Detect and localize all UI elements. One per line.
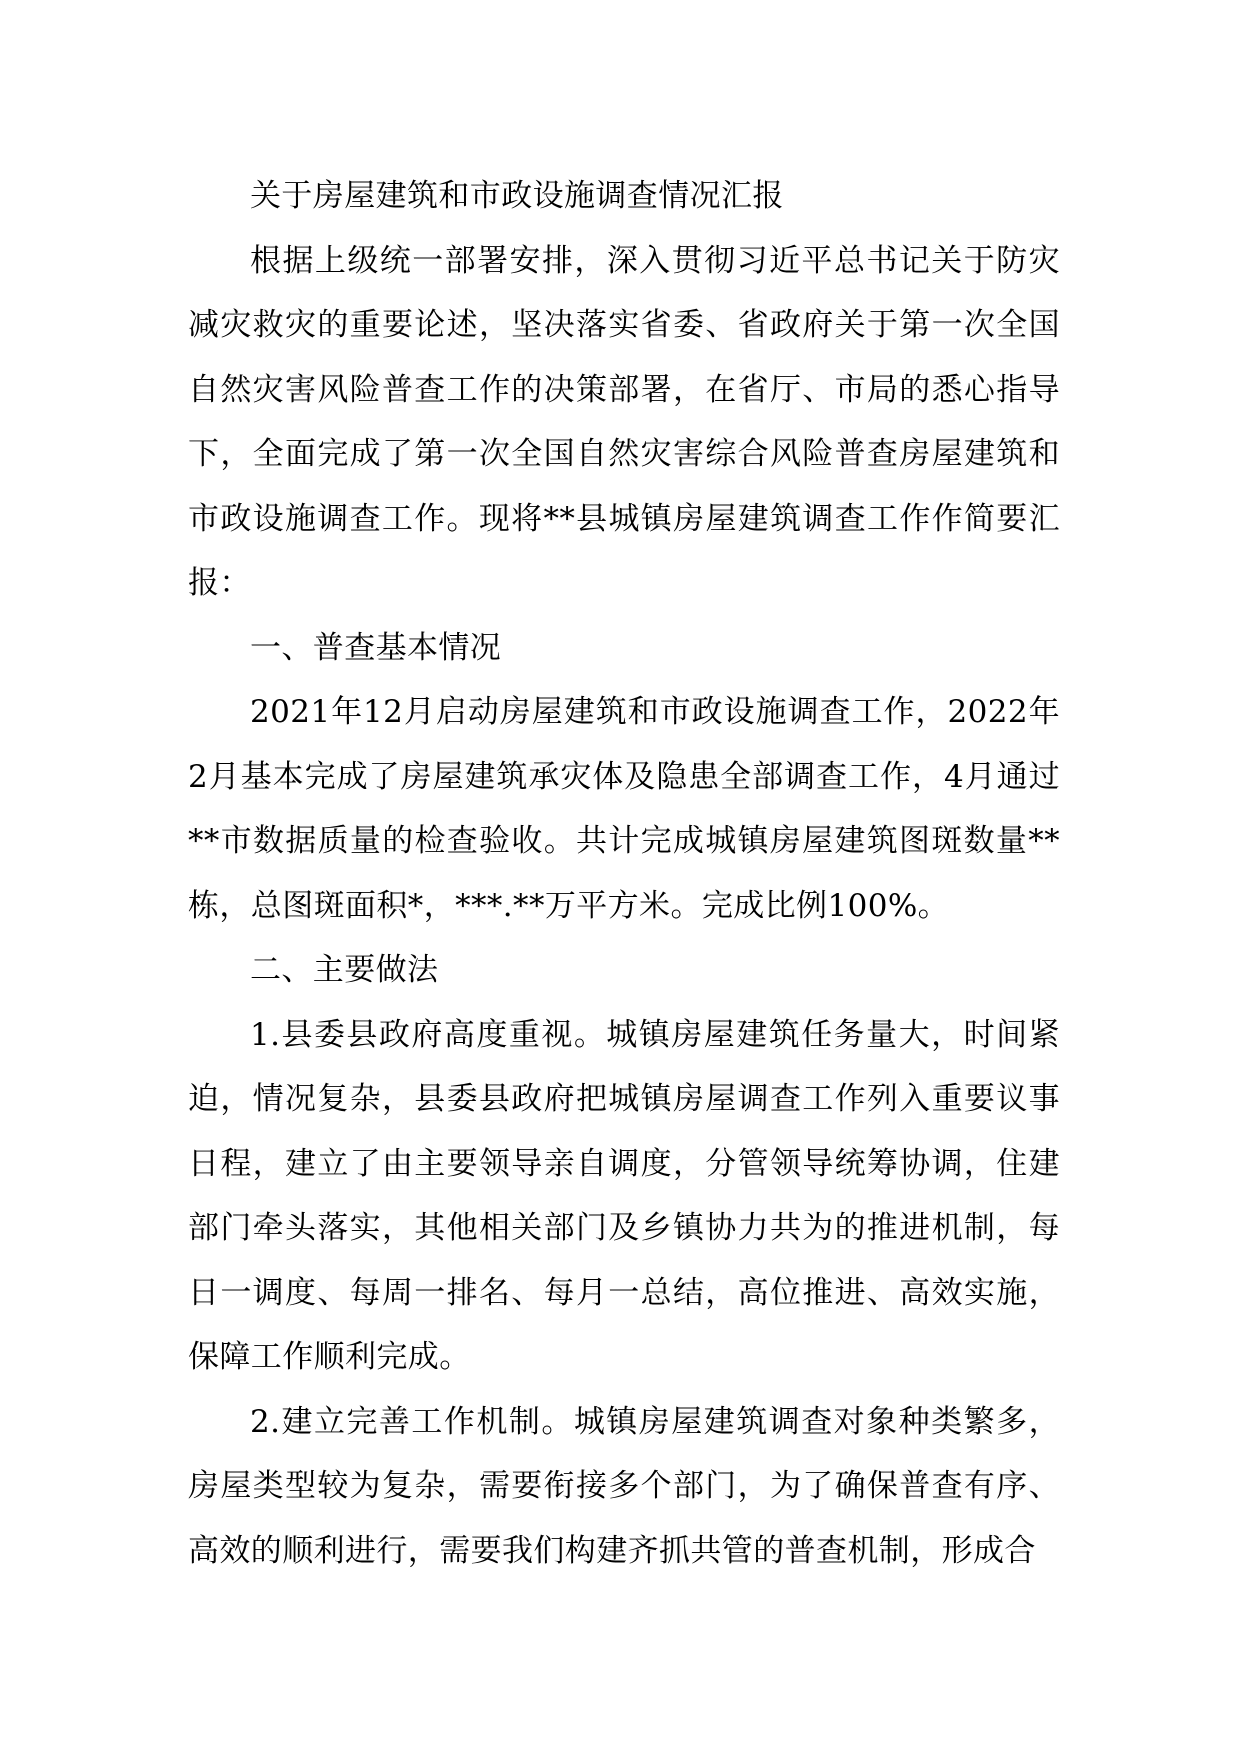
document-body	[188, 164, 1060, 1583]
paragraph-practice-2: 2.建立完善工作机制。城镇房屋建筑调查对象种类繁多，房屋类型较为复杂，需要衔接多个部门，为了确保普查有序、高效的顺利进行，需要我们构建齐抓共管的普查机制，形成合	[188, 1403, 1060, 1569]
paragraph-basic-situation: 2021年12月启动房屋建筑和市政设施调查工作，2022年2月基本完成了房屋建筑承灾体及隐患全部调查工作，4月通过**市数据质量的检查验收。共计完成城镇房屋建筑图斑数量**栋，总图斑面积*，***.**万平方米。完成比例100%。	[188, 694, 1060, 924]
document-title: 关于房屋建筑和市政设施调查情况汇报	[250, 178, 784, 214]
section-heading-basic-situation: 一、普查基本情况	[250, 629, 502, 666]
paragraph-practice-1: 1.县委县政府高度重视。城镇房屋建筑任务量大，时间紧迫，情况复杂，县委县政府把城镇房屋调查工作列入重要议事日程，建立了由主要领导亲自调度，分管领导统筹协调，住建部门牵头落实，其他相关部门及乡镇协力共为的推进机制，每日一调度、每周一排名、每月一总结，高位推进、高效实施，保障工作顺利完成。	[188, 1016, 1060, 1375]
section-heading-main-practices: 二、主要做法	[250, 952, 439, 988]
paragraph-intro: 根据上级统一部署安排，深入贯彻习近平总书记关于防灾减灾救灾的重要论述，坚决落实省委、省政府关于第一次全国自然灾害风险普查工作的决策部署，在省厅、市局的悉心指导下，全面完成了第一次全国自然灾害综合风险普查房屋建筑和市政设施调查工作。现将**县城镇房屋建筑调查工作作简要汇报：	[188, 242, 1060, 601]
